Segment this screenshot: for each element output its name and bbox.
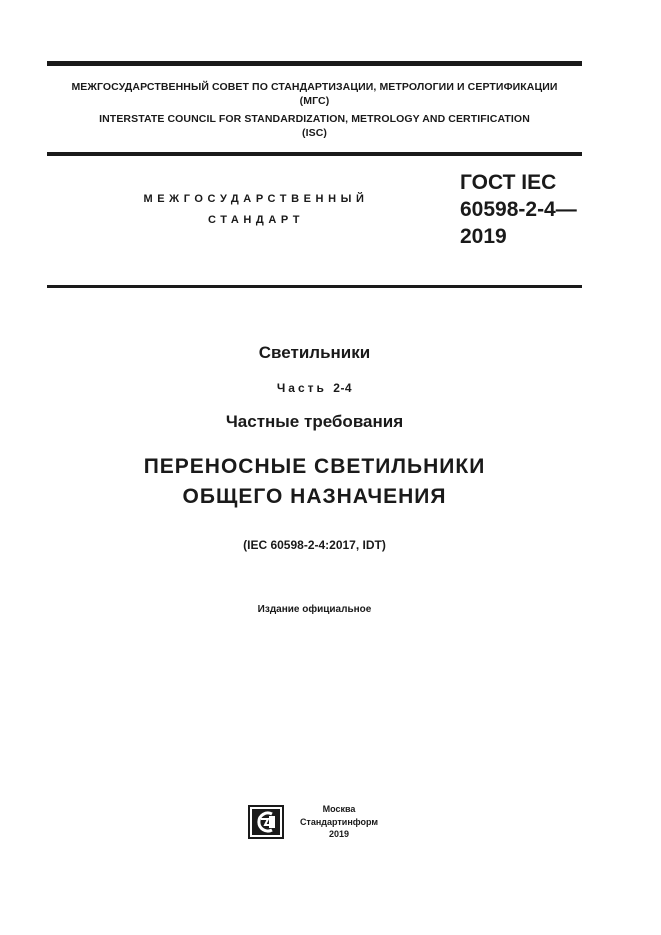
- document-title: Светильники: [258, 343, 371, 362]
- publisher-year: 2019: [328, 829, 350, 839]
- document-subtitle: Частные требования: [225, 412, 404, 431]
- standartinform-logo-icon: [248, 805, 284, 839]
- main-title-line2: ОБЩЕГО НАЗНАЧЕНИЯ: [182, 485, 447, 508]
- standard-code-line3: 2019: [460, 225, 507, 248]
- standard-type-line2: СТАНДАРТ: [207, 214, 305, 226]
- part-label: [47, 381, 582, 395]
- council-en-name: INTERSTATE COUNCIL FOR STANDARDIZATION, METROLOGY AND CERTIFICATION: [99, 113, 530, 125]
- publisher-block: [248, 803, 388, 843]
- council-ru-abbr: (МГС): [299, 95, 330, 107]
- part-number: 2-4: [333, 381, 353, 395]
- main-title-line1: ПЕРЕНОСНЫЕ СВЕТИЛЬНИКИ: [143, 455, 486, 478]
- council-ru-name: МЕЖГОСУДАРСТВЕННЫЙ СОВЕТ ПО СТАНДАРТИЗАЦИИ, МЕТРОЛОГИИ И СЕРТИФИКАЦИИ: [71, 81, 558, 93]
- standard-code-line1: ГОСТ IEC: [460, 171, 557, 194]
- top-rule: [47, 61, 582, 66]
- edition-label: Издание официальное: [257, 604, 372, 615]
- standard-code: [460, 169, 590, 250]
- council-en: [47, 112, 582, 140]
- publisher-city: Москва: [322, 804, 356, 814]
- title-block-rule: [47, 285, 582, 288]
- council-en-abbr: (ISC): [302, 127, 327, 139]
- standard-type: [120, 189, 392, 231]
- header-bottom-rule: [47, 152, 582, 156]
- standard-code-line2: 60598-2-4—: [460, 198, 577, 221]
- publisher-text: [294, 803, 384, 841]
- part-word: Часть: [276, 381, 327, 395]
- document-main-title: [47, 452, 582, 512]
- iec-reference: (IEC 60598-2-4:2017, IDT): [243, 538, 386, 552]
- standard-type-line1: МЕЖГОСУДАРСТВЕННЫЙ: [143, 193, 369, 205]
- council-ru: [47, 80, 582, 108]
- publisher-name: Стандартинформ: [299, 816, 379, 827]
